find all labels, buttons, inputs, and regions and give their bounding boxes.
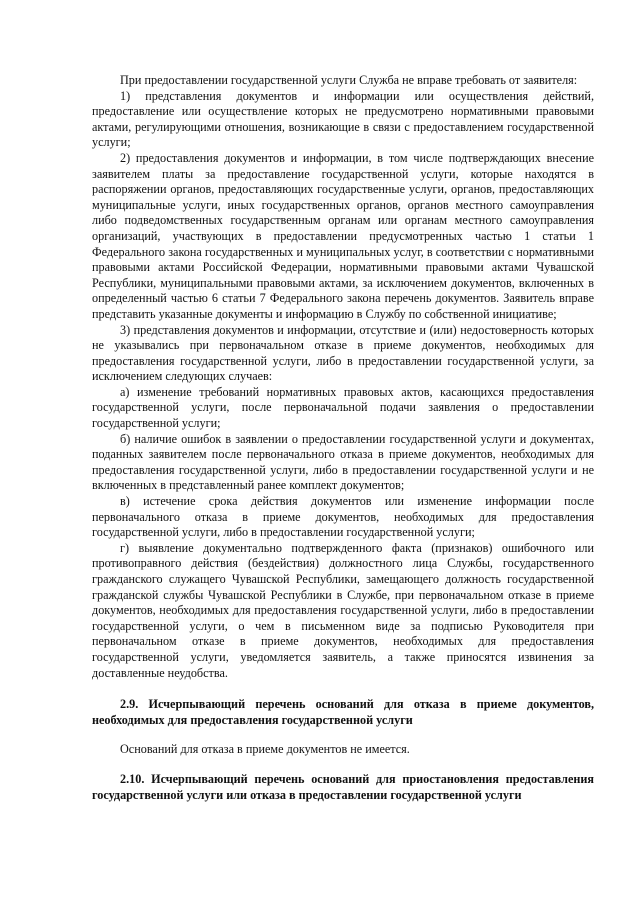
section-heading-2-9: 2.9. Исчерпывающий перечень оснований для отказа в приеме документов, необходимых для предоставления государственной услуги (92, 697, 594, 727)
paragraph-item-3c: в) истечение срока действия документов или изменение информации после первоначального отказа в приеме документов, необходимых для предоставления государственной услуги, либо в предоставлении государственной услуги; (92, 494, 594, 540)
spacer (92, 758, 594, 772)
paragraph-item-2: 2) предоставления документов и информации, в том числе подтверждающих внесение заявителем платы за предоставление государственной услуги, которые находятся в распоряжении органов, предоставляющих государственные услуги, органов, предоставляющих муниципальные услуги, иных государственных органов, органов местного самоуправления либо подведомственных государственным органам или органам местного самоуправления организаций, участвующих в предоставлении предусмотренных частью 1 статьи 1 Федерального закона государственных и муниципальных услуг, в соответствии с нормативными правовыми актами Российской Федерации, нормативными правовыми актами Чувашской Республики, муниципальными правовыми актами, за исключением документов, включенных в определенный частью 6 статьи 7 Федерального закона перечень документов. Заявитель вправе представить указанные документы и информацию в Службу по собственной инициативе; (92, 150, 594, 321)
spacer (92, 728, 594, 742)
paragraph-intro: При предоставлении государственной услуги Служба не вправе требовать от заявителя: (120, 73, 578, 87)
paragraph-item-3b: б) наличие ошибок в заявлении о предоставлении государственной услуги и документах, поданных заявителем после первоначального отказа в приеме документов, необходимых для предоставления государственной услуги, либо в предоставлении государственной услуги и не включенных в представленный ранее комплект документов; (92, 431, 594, 493)
paragraph-item-3d: г) выявление документально подтвержденного факта (признаков) ошибочного или противоправного действия (бездействия) должностного лица Службы, государственного гражданского служащего Чувашской Республики, замещающего должность государственной гражданской службы Чувашской Республики в Службе, при первоначальном отказе в приеме документов, необходимых для предоставления государственной услуги, либо в предоставлении государственной услуги, о чем в письменном виде за подписью Руководителя при первоначальном отказе в приеме документов, необходимых для предоставления государственной услуги, уведомляется заявитель, а также приносятся извинения за доставленные неудобства. (92, 540, 594, 680)
paragraph-item-3: 3) представления документов и информации, отсутствие и (или) недостоверность которых не указывались при первоначальном отказе в приеме документов, необходимых для предоставления государственной услуги, либо в предоставлении государственной услуги, за исключением следующих случаев: (92, 322, 594, 384)
paragraph-item-3a: а) изменение требований нормативных правовых актов, касающихся предоставления государственной услуги, после первоначальной подачи заявления о предоставлении государственной услуги; (92, 384, 594, 431)
section-heading-2-10: 2.10. Исчерпывающий перечень оснований для приостановления предоставления государственной услуги или отказа в предоставлении государственной услуги (92, 771, 594, 802)
spacer (92, 681, 594, 697)
paragraph-item-1: 1) представления документов и информации или осуществления действий, предоставление или осуществление которых не предусмотрено нормативными правовыми актами, регулирующими отношения, возникающие в связи с предоставлением государственной услуги; (92, 88, 594, 150)
section-text-2-9: Оснований для отказа в приеме документов не имеется. (120, 742, 410, 757)
